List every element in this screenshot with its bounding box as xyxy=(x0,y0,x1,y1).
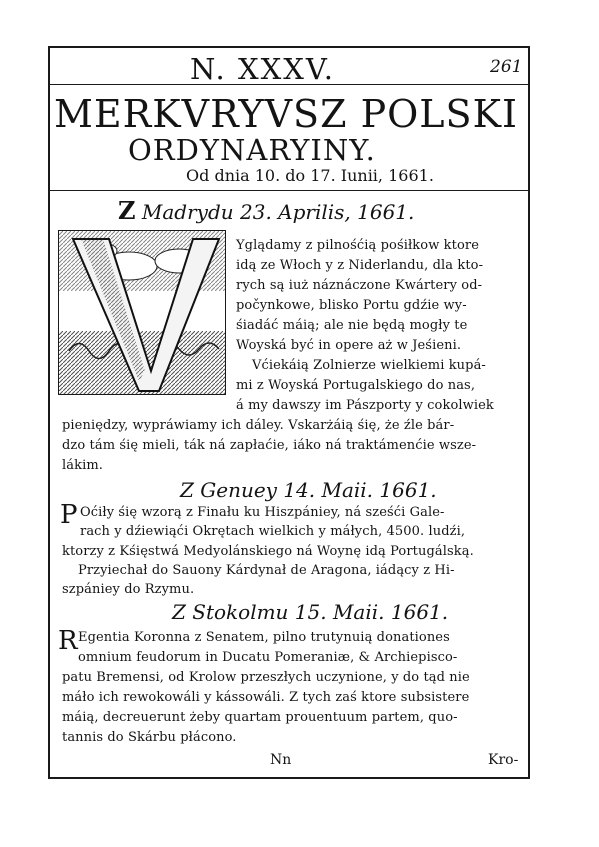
decorated-initial-illustration xyxy=(59,231,226,395)
paragraph-line: počynkowe, blisko Portu gdźie wy- xyxy=(236,298,467,313)
paragraph-line: máło ich rewokowáli y kássowáli. Z tych zaś ktore subsistere xyxy=(62,690,470,705)
section-heading-stockholm: Z Stokolmu 15. Maii. 1661. xyxy=(172,600,449,624)
paragraph-line: Egentia Koronna z Senatem, pilno trutynuią donationes xyxy=(78,630,450,645)
paragraph-initial: R xyxy=(58,626,78,656)
paragraph-line: Woyská być in opere aż w Jeśieni. xyxy=(236,338,462,353)
paragraph-line: omnium feudorum in Ducatu Pomeraniæ, & Archiepisco- xyxy=(78,650,458,665)
paragraph-line: patu Bremensi, od Krolow przeszłych uczynione, y do tąd nie xyxy=(62,670,470,685)
paragraph-line: á my dawszy im Pászporty y cokolwiek xyxy=(236,398,494,413)
masthead-title-line1: MERKVRYVSZ POLSKI xyxy=(54,92,518,136)
decorated-initial-v xyxy=(58,230,226,395)
dateline: Od dnia 10. do 17. Iunii, 1661. xyxy=(186,166,434,185)
section-heading-madrid xyxy=(118,196,414,225)
paragraph-line: Przyiechał do Sauony Kárdynał de Aragona, iádący z Hi- xyxy=(78,563,455,578)
signature-mark: Nn xyxy=(270,752,292,768)
issue-number: N. XXXV. xyxy=(190,52,335,86)
paragraph-line: mi z Woyská Portugalskiego do nas, xyxy=(236,378,476,393)
paragraph-line: dzo tám śię mieli, ták ná zapłaćie, iáko ná traktámenćie wsze- xyxy=(62,438,477,453)
paragraph-line: tannis do Skárbu płácono. xyxy=(62,730,237,745)
paragraph-line: pieniędzy, wypráwiamy ich dáley. Vskarżáią śię, że źle bár- xyxy=(62,418,455,433)
paragraph-line: Yglądamy z pilnośćią pośiłkow ktore xyxy=(236,238,479,253)
header-rule xyxy=(48,84,530,85)
paragraph-line: rach y dźiewiąći Okrętach wielkich y máłych, 4500. ludźi, xyxy=(80,524,466,539)
paragraph-line: idą ze Włoch y z Niderlandu, dla kto- xyxy=(236,258,484,273)
paragraph-line: ktorzy z Kśięstwá Medyolánskiego ná Woynę idą Portugálską. xyxy=(62,544,474,559)
paragraph-line: máią, decreuerunt żeby quartam prouentuum partem, quo- xyxy=(62,710,458,725)
paragraph-initial: P xyxy=(60,500,78,530)
masthead-title-line2: ORDYNARYINY. xyxy=(128,133,376,167)
catchword: Kro- xyxy=(488,752,519,768)
heading-text: Madrydu 23. Aprilis, 1661. xyxy=(141,200,415,224)
paragraph-line: śiadáć máią; ale nie będą mogły te xyxy=(236,318,468,333)
page-number: 261 xyxy=(490,57,523,77)
paragraph-line: Oćiły śię wzorą z Finału ku Hiszpániey, ná sześći Gale- xyxy=(80,505,445,520)
section-heading-genoa: Z Genuey 14. Maii. 1661. xyxy=(180,478,437,502)
paragraph-line: szpániey do Rzymu. xyxy=(62,582,195,597)
heading-initial: Z xyxy=(118,196,136,225)
paragraph-line: Vćiekáią Zolnierze wielkiemi kupá- xyxy=(252,358,486,373)
paragraph-line: rych są iuż náznáczone Kwártery od- xyxy=(236,278,483,293)
paragraph-line: lákim. xyxy=(62,458,104,473)
masthead-rule xyxy=(48,190,530,191)
